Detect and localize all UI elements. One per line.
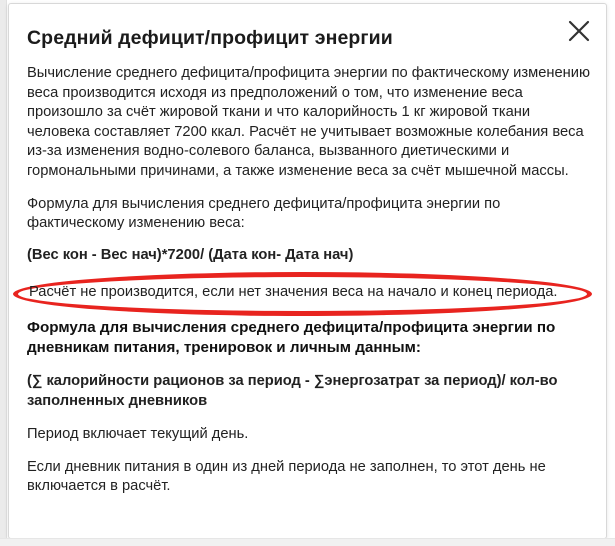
info-dialog [8,3,607,539]
left-edge-strip [0,0,7,546]
diary-formula-subheading: Формула для вычисления среднего дефицита/профицита энергии по дневникам питания, тренировок и личным данным: [27,318,556,356]
diary-note: Если дневник питания в один из дней периода не заполнен, то этот день не включается в расчёт. [27,458,546,495]
diary-formula: (∑ калорийности рационов за период - ∑энергозатрат за период)/ кол-во заполненных дневников [27,372,558,409]
page-title: Средний дефицит/профицит энергии [27,27,393,49]
weight-formula: (Вес кон - Вес нач)*7200/ (Дата кон- Дата нач) [27,246,354,263]
highlighted-note-region [27,279,590,309]
close-button[interactable] [562,14,596,48]
bottom-edge-strip [0,538,615,546]
intro-paragraph: Вычисление среднего дефицита/профицита энергии по фактическому изменению веса производится исходя из предположений о том, что изменение веса произошло за счёт жировой ткани и что калорийность 1 кг жировой ткани человека составляет 7200 ккал. Расчёт не учитывает возможные колебания веса из-за изменения водно-солевого баланса, вызванного диетическими и гормональными причинами, а также изменение веса за счёт мышечной массы. [27,65,591,179]
highlight-note-text: Расчёт не производится, если нет значения веса на начало и конец периода. [29,284,558,301]
period-note: Период включает текущий день. [27,426,249,443]
close-icon [566,18,592,44]
dialog-content [27,64,590,532]
formula-lead-paragraph: Формула для вычисления среднего дефицита/профицита энергии по фактическому изменению веса: [27,195,501,232]
